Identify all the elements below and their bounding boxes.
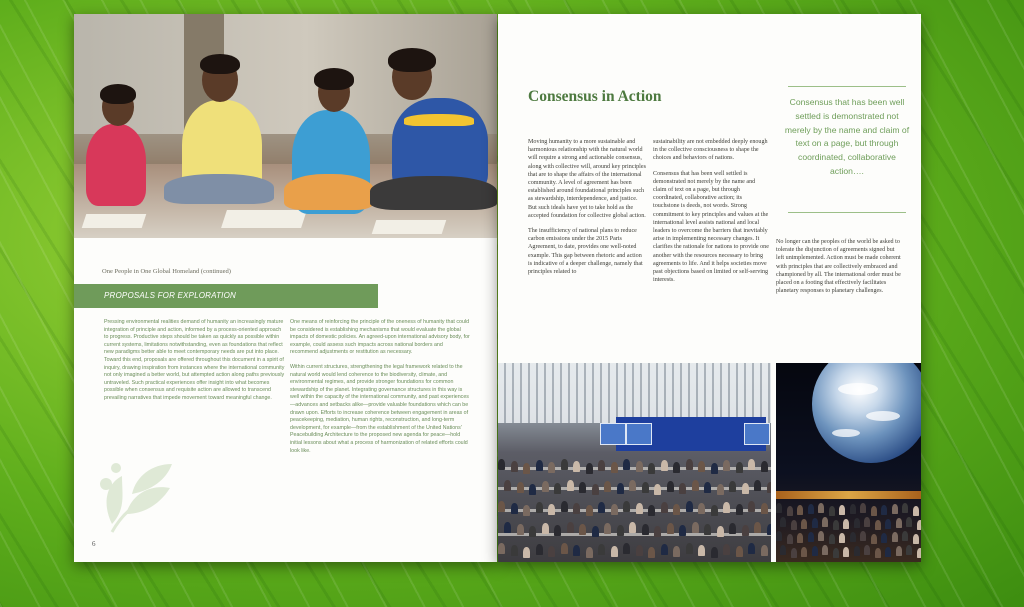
pull-quote: Consensus that has been well settled is demonstrated not merely by the name and claim of text on a page, but through coordinated, collaborative action…. — [784, 97, 910, 176]
globe-installation-photo — [776, 363, 921, 562]
paragraph: Consensus that has been well settled is demonstrated not merely by the name and claim of text on a page, but through coordinated, collaborative action; its touchstone is deeds, not words. Strong commitment to key principles and values at the international level assists national and local leaders to overcome the barriers that inevitably arise in implementing necessary changes. It clarifies the rationale for nations to provide one another with the resources necessary to bring agreements to life. And it helps societies move past objections based on limited or self-serving interests. — [653, 170, 769, 284]
children-discussion-photo — [74, 14, 497, 238]
paragraph: sustainability are not embedded deeply enough in the collective consciousness to shape the choices and behaviors of nations. — [653, 139, 768, 162]
paragraph: Within current structures, strengthening the legal framework related to the natural world would lend coherence to the biodiversity, climate, and environmental regimes, and provide stronger foundations for common stewardship of the planet. Integrating governance structures in this way is well within the capacity of the international community, and past experiences—advances and setbacks alike—provide valuable foundations which can be drawn upon. Efforts to increase coherence between engagement in areas of peacekeeping, mediation, human rights, reconstruction, and long-term development, for example—from the establishment of the United Nations' Peacebuilding Architecture to the proposed new agenda for peace—hold initial lessons about what a process of harmonization of related efforts could look like. — [290, 363, 469, 454]
paragraph: The insufficiency of national plans to reduce carbon emissions under the 2015 Paris Agreement, to date, provides one well-noted example. This gap between rhetoric and action is indicative of a deeper challenge, namely that principles related to — [528, 228, 643, 276]
section-label: PROPOSALS FOR EXPLORATION — [104, 291, 236, 300]
running-head: One People in One Global Homeland (continued) — [102, 268, 231, 275]
paragraph: Pressing environmental realities demand of humanity an increasingly mature integration of principle and action, informed by a process-oriented approach to progress. Productive steps should be taken as quickly as possible within current systems, limitations notwithstanding, even as foundations that reflect new paradigms better able to meet contemporary needs are put into place. Toward this end, proposals are offered throughout this document in a spirit of inquiry, drawing inspiration from instances where the international community not only imagined a better world, but attempted action along paths previously untraveled. Such practical experiences offer insight into what becomes possible when consensus and requisite action are allowed to transcend prevailing narratives that impede movement toward meaningful change. — [104, 319, 285, 401]
leaf-ornament-icon — [92, 454, 188, 534]
page-number: 6 — [92, 540, 96, 548]
section-banner — [74, 284, 378, 308]
left-page — [74, 14, 497, 562]
left-column-2 — [290, 319, 470, 462]
conference-hall-photo — [498, 363, 771, 562]
section-heading: Consensus in Action — [528, 88, 662, 105]
right-column-2 — [653, 138, 769, 291]
pull-quote-rule-bottom — [788, 212, 906, 213]
paragraph: No longer can the peoples of the world be asked to tolerate the disjunction of agreements signed but left unimplemented. Action must be made coherent with principles that are collectively embraced and championed by all. The international order must be placed on a footing that effectively facilitates planetary responses to planetary challenges. — [776, 239, 901, 295]
right-column-3 — [776, 238, 902, 302]
left-column-1 — [104, 319, 286, 410]
paragraph: One means of reinforcing the principle of the oneness of humanity that could be considered is establishing mechanisms that would evaluate the global impacts of domestic policies. An agreed-upon international advisory body, for example, could assess such impacts across national borders and recommend adjustments or restitution as necessary. — [290, 319, 470, 356]
paragraph: Moving humanity to a more sustainable and harmonious relationship with the natural world will require a strong and actionable consensus, along with collective will, around key principles that are to shape the affairs of the international community. A level of agreement has been established around foundational principles such as stewardship, interdependence, and justice. But such ideals have yet to take hold as the accepted foundation for collective global action. — [528, 139, 646, 219]
pull-quote-rule-top — [788, 86, 906, 87]
right-column-1 — [528, 138, 646, 283]
right-page — [498, 14, 921, 562]
